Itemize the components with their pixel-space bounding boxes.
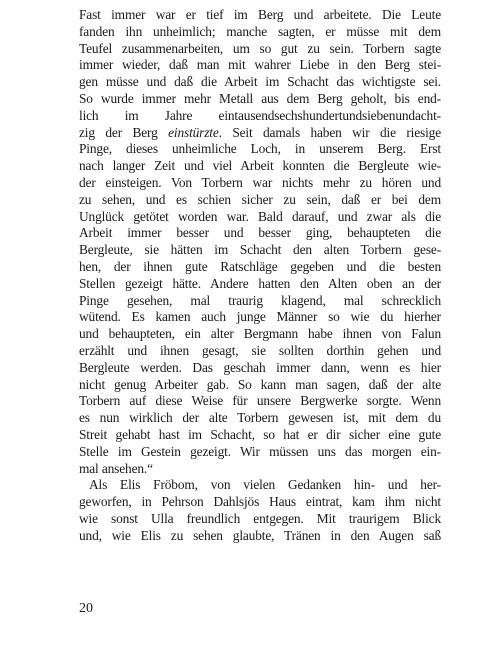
text-line: Stelle im Gestein gezeigt. Wir müssen uns das morgen ein- [79, 443, 441, 459]
text-line: Bergleute, sie hätten im Schacht den alten Torbern gese- [79, 242, 441, 258]
text-line: nicht genug Arbeiter gab. So kann man sagen, daß der alte [79, 376, 441, 392]
text-line: und behaupteten, ein alter Bergmann habe ihnen von Falun [79, 326, 441, 342]
book-page [79, 7, 441, 545]
text-line: Unglück getötet worden war. Bald darauf, und zwar als die [79, 208, 441, 224]
text-line: erzählt und ihnen gesagt, sie sollten dorthin gehen und [79, 342, 441, 358]
text-line: fanden ihn unheimlich; manche sagten, er müsse mit dem [79, 23, 441, 39]
text-line: Pinge, dieses unheimliche Loch, in unserem Berg. Erst [79, 141, 441, 157]
text-line: geworfen, in Pehrson Dahlsjös Haus eintrat, kam ihm nicht [79, 494, 441, 510]
text-line: es nun wirklich der alte Torbern gewesen ist, mit dem du [79, 410, 441, 426]
text-line: wütend. Es kamen auch junge Männer so wie du hierher [79, 309, 441, 325]
page-number: 20 [79, 601, 93, 616]
text-line: Stellen gezeigt hätte. Andere hatten den Alten oben an der [79, 275, 441, 291]
text-line: Arbeit immer besser und besser ging, behaupteten die [79, 225, 441, 241]
text-line-with-italic: zig der Berg einstürzte. Seit damals haben wir die riesige [79, 124, 441, 140]
text-line: gen müsse und daß die Arbeit im Schacht das wichtigste sei. [79, 74, 441, 90]
text-line: Pinge gesehen, mal traurig klagend, mal schrecklich [79, 292, 441, 308]
text-line: hen, der ihnen gute Ratschläge gegeben und die besten [79, 258, 441, 274]
text-line: wie sonst Ulla freundlich entgegen. Mit traurigem Blick [79, 510, 441, 526]
text-line: zu sehen, und es schien sicher zu sein, daß er bei dem [79, 191, 441, 207]
text-line: Torbern auf diese Weise für unsere Bergwerke sorgte. Wenn [79, 393, 441, 409]
text-line: Teufel zusammenarbeiten, um so gut zu sein. Torbern sagte [79, 40, 441, 56]
emphasized-word: einstürzte [168, 124, 219, 140]
paragraph-2 [79, 477, 441, 544]
text-line: Bergleute werden. Das geschah immer dann, wenn es hier [79, 359, 441, 375]
paragraph-1 [79, 7, 441, 477]
text-line: Als Elis Fröbom, von vielen Gedanken hin- und her- [89, 477, 441, 493]
text-line: Streit gehabt hast im Schacht, so hat er dir sicher eine gute [79, 426, 441, 442]
text-line: mal ansehen.“ [79, 460, 153, 476]
text-line: immer wieder, daß man mit wahrer Liebe in den Berg stei- [79, 57, 441, 73]
text-line: So wurde immer mehr Metall aus dem Berg geholt, bis end- [79, 90, 441, 106]
text-line: Fast immer war er tief im Berg und arbeitete. Die Leute [79, 7, 441, 22]
text-line: nach langer Zeit und viel Arbeit konnten die Bergleute wie- [79, 158, 441, 174]
text-line: der einsteigen. Von Torbern war nichts mehr zu hören und [79, 174, 441, 190]
text-line: lich im Jahre eintausendsechshundertundsiebenundacht- [79, 107, 441, 123]
text-line: und, wie Elis zu sehen glaubte, Tränen in den Augen saß [79, 527, 441, 543]
